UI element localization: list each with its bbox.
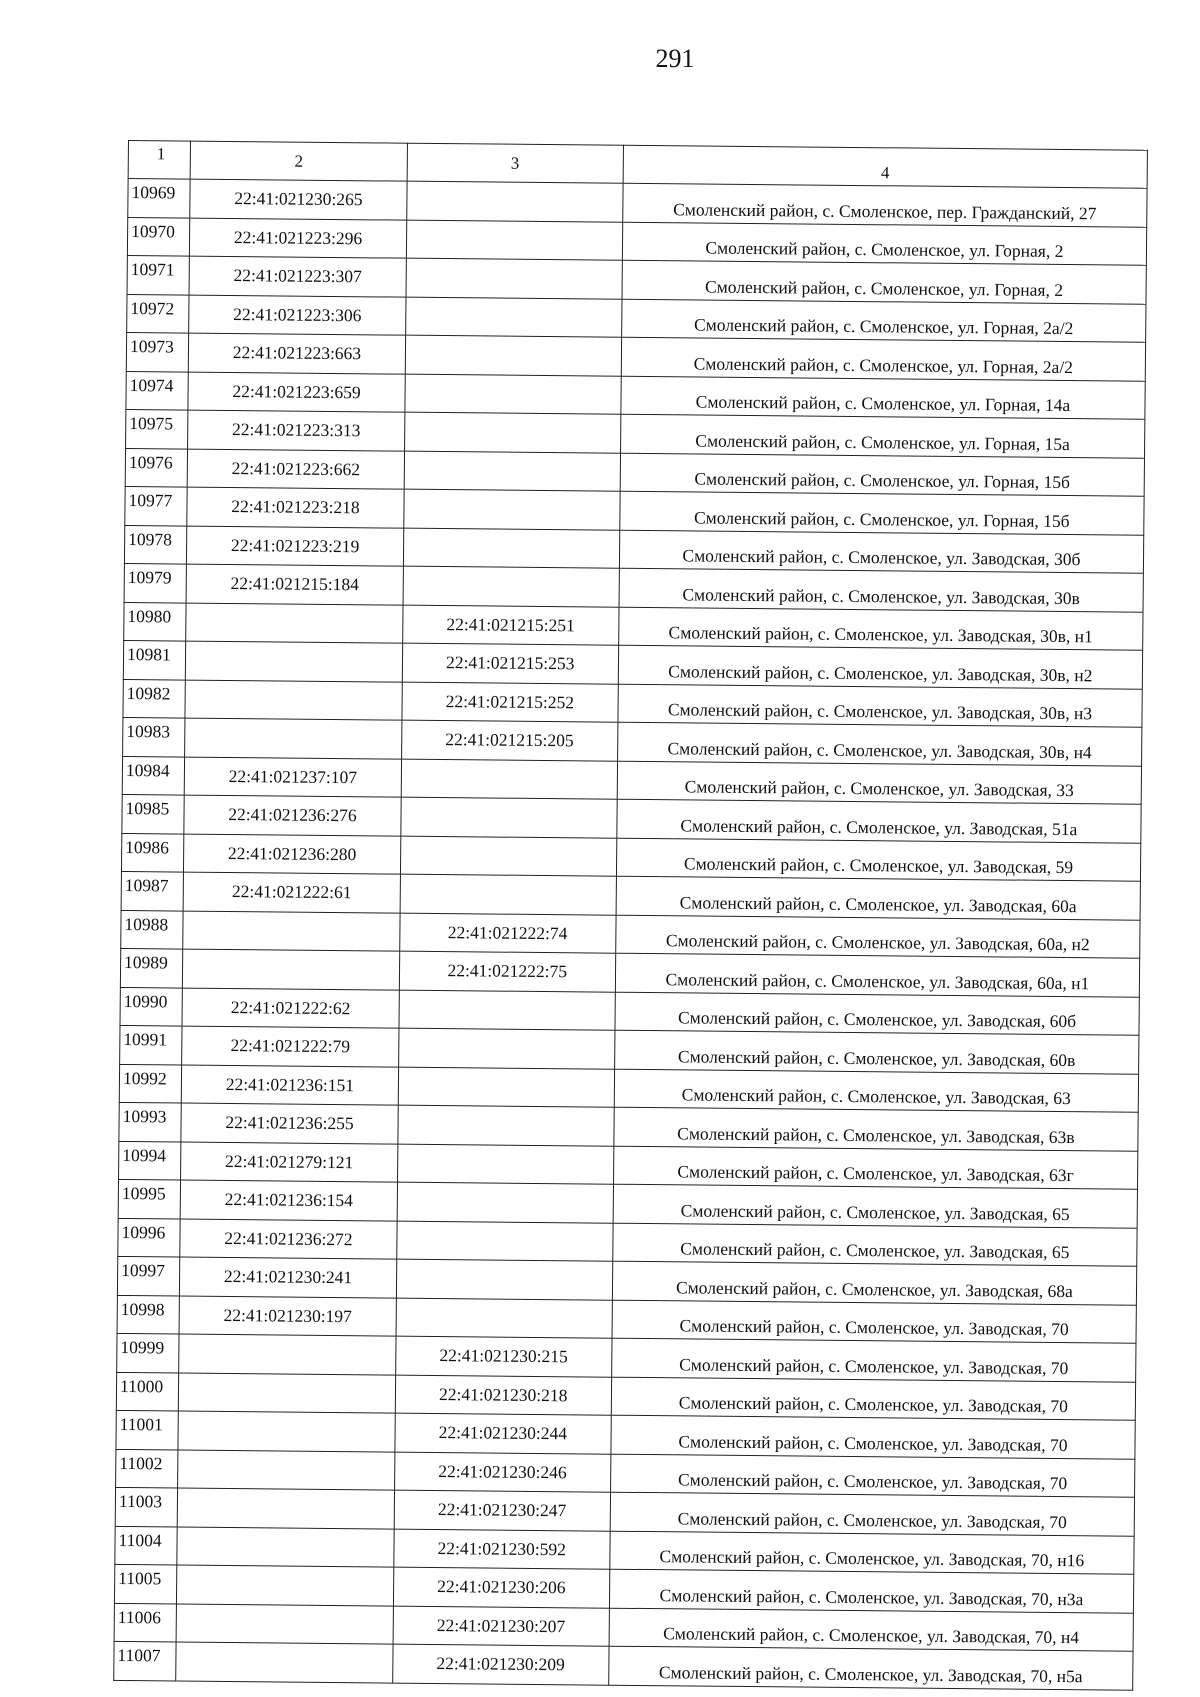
cadastral-number-cell-2 <box>397 1144 614 1185</box>
address-cell: Смоленский район, с. Смоленское, ул. Заводская, 70, н3а <box>609 1569 1133 1613</box>
address-cell: Смоленский район, с. Смоленское, ул. Горная, 2а/2 <box>621 337 1145 381</box>
cadastral-number-cell-2 <box>397 1182 614 1223</box>
cadastral-number-cell-2 <box>405 374 622 415</box>
address-cell: Смоленский район, с. Смоленское, ул. Заводская, 60а, н2 <box>616 915 1140 959</box>
address-cell: Смоленский район, с. Смоленское, ул. Заводская, 30в, н2 <box>618 645 1142 689</box>
address-cell: Смоленский район, с. Смоленское, ул. Заводская, 70 <box>611 1415 1135 1459</box>
cadastral-number-cell-2 <box>398 1105 615 1146</box>
cadastral-number-cell-2: 22:41:021215:205 <box>401 720 618 761</box>
cadastral-number-cell-2: 22:41:021215:251 <box>402 605 619 646</box>
row-number-cell: 10982 <box>123 679 186 718</box>
row-number-cell: 10995 <box>118 1179 181 1218</box>
cadastral-number-cell-2 <box>400 874 617 915</box>
cadastral-number-cell: 22:41:021223:313 <box>188 410 405 451</box>
registry-table <box>113 140 1148 1690</box>
column-header-1: 1 <box>128 141 191 180</box>
address-cell: Смоленский район, с. Смоленское, ул. Заводская, 60а <box>616 876 1140 920</box>
row-number-cell: 10996 <box>118 1218 181 1257</box>
address-cell: Смоленский район, с. Смоленское, ул. Заводская, 70, н16 <box>610 1531 1134 1575</box>
cadastral-number-cell-2: 22:41:021230:244 <box>395 1413 612 1454</box>
cadastral-number-cell: 22:41:021236:280 <box>184 834 401 875</box>
cadastral-number-cell: 22:41:021236:276 <box>184 795 401 836</box>
cadastral-number-cell-2: 22:41:021222:74 <box>399 913 616 954</box>
row-number-cell: 10979 <box>124 563 187 602</box>
row-number-cell: 10973 <box>126 332 189 371</box>
cadastral-number-cell: 22:41:021237:107 <box>185 757 402 798</box>
cadastral-number-cell: 22:41:021223:218 <box>187 487 404 528</box>
cadastral-number-cell <box>177 1565 394 1606</box>
address-cell: Смоленский район, с. Смоленское, ул. Заводская, 30в, н4 <box>617 722 1141 766</box>
cadastral-number-cell <box>183 911 400 952</box>
cadastral-number-cell <box>178 1450 395 1491</box>
cadastral-number-cell-2 <box>405 335 622 376</box>
row-number-cell: 11002 <box>116 1449 179 1488</box>
row-number-cell: 10980 <box>124 602 187 641</box>
cadastral-number-cell <box>185 680 402 721</box>
cadastral-number-cell: 22:41:021222:62 <box>182 988 399 1029</box>
cadastral-number-cell: 22:41:021236:151 <box>182 1065 399 1106</box>
address-cell: Смоленский район, с. Смоленское, ул. Заводская, 30в, н1 <box>619 607 1143 651</box>
address-cell: Смоленский район, с. Смоленское, ул. Заводская, 30в <box>619 568 1143 612</box>
cadastral-number-cell: 22:41:021223:296 <box>190 218 407 259</box>
address-cell: Смоленский район, с. Смоленское, ул. Заводская, 59 <box>616 838 1140 882</box>
address-cell: Смоленский район, с. Смоленское, ул. Заводская, 63г <box>613 1146 1137 1190</box>
cadastral-number-cell: 22:41:021230:197 <box>179 1296 396 1337</box>
cadastral-number-cell: 22:41:021236:272 <box>180 1219 397 1260</box>
cadastral-number-cell-2 <box>406 258 623 299</box>
cadastral-number-cell: 22:41:021230:241 <box>180 1257 397 1298</box>
cadastral-number-cell-2 <box>403 566 620 607</box>
address-cell: Смоленский район, с. Смоленское, ул. Заводская, 70, н4 <box>609 1608 1133 1652</box>
row-number-cell: 10985 <box>122 794 185 833</box>
cadastral-number-cell: 22:41:021223:219 <box>187 526 404 567</box>
row-number-cell: 10978 <box>124 525 187 564</box>
cadastral-number-cell-2 <box>398 1028 615 1069</box>
table-body <box>114 179 1147 1690</box>
row-number-cell: 10992 <box>119 1064 182 1103</box>
address-cell: Смоленский район, с. Смоленское, ул. Горная, 15б <box>620 491 1144 535</box>
row-number-cell: 10993 <box>119 1102 182 1141</box>
address-cell: Смоленский район, с. Смоленское, ул. Заводская, 70 <box>612 1338 1136 1382</box>
cadastral-number-cell-2 <box>403 528 620 569</box>
cadastral-number-cell: 22:41:021223:659 <box>188 372 405 413</box>
address-cell: Смоленский район, с. Смоленское, ул. Заводская, 70 <box>612 1300 1136 1344</box>
cadastral-number-cell-2 <box>403 489 620 530</box>
address-cell: Смоленский район, с. Смоленское, ул. Заводская, 60в <box>614 1030 1138 1074</box>
cadastral-number-cell-2: 22:41:021215:252 <box>402 682 619 723</box>
row-number-cell: 10975 <box>126 409 189 448</box>
row-number-cell: 10989 <box>120 948 183 987</box>
cadastral-number-cell <box>177 1527 394 1568</box>
page-number: 291 <box>655 44 695 73</box>
cadastral-number-cell-2: 22:41:021230:209 <box>392 1644 609 1685</box>
row-number-cell: 10986 <box>121 833 184 872</box>
cadastral-number-cell-2: 22:41:021230:207 <box>393 1606 610 1647</box>
address-cell: Смоленский район, с. Смоленское, ул. Горная, 2 <box>622 222 1146 266</box>
cadastral-number-cell: 22:41:021223:662 <box>188 449 405 490</box>
address-cell: Смоленский район, с. Смоленское, ул. Заводская, 30б <box>619 530 1143 574</box>
row-number-cell: 10984 <box>122 756 185 795</box>
row-number-cell: 11005 <box>114 1564 177 1603</box>
cadastral-number-cell: 22:41:021230:265 <box>190 179 407 220</box>
cadastral-number-cell-2 <box>405 297 622 338</box>
address-cell: Смоленский район, с. Смоленское, ул. Горная, 2 <box>622 260 1146 304</box>
cadastral-number-cell: 22:41:021279:121 <box>181 1142 398 1183</box>
row-number-cell: 10974 <box>126 371 189 410</box>
row-number-cell: 11007 <box>114 1641 177 1680</box>
cadastral-number-cell <box>186 641 403 682</box>
address-cell: Смоленский район, с. Смоленское, ул. Заводская, 70 <box>611 1377 1135 1421</box>
row-number-cell: 10969 <box>128 179 191 218</box>
cadastral-number-cell-2 <box>396 1221 613 1262</box>
cadastral-number-cell <box>179 1373 396 1414</box>
row-number-cell: 10997 <box>117 1256 180 1295</box>
address-cell: Смоленский район, с. Смоленское, ул. Заводская, 70 <box>610 1492 1134 1536</box>
address-cell: Смоленский район, с. Смоленское, ул. Заводская, 60б <box>615 992 1139 1036</box>
cadastral-number-cell <box>178 1488 395 1529</box>
cadastral-number-cell: 22:41:021215:184 <box>186 564 403 605</box>
cadastral-number-cell: 22:41:021222:61 <box>183 872 400 913</box>
cadastral-number-cell-2: 22:41:021230:592 <box>393 1529 610 1570</box>
address-cell: Смоленский район, с. Смоленское, ул. Горная, 14а <box>621 376 1145 420</box>
cadastral-number-cell-2 <box>401 759 618 800</box>
address-cell: Смоленский район, с. Смоленское, ул. Горная, 15б <box>620 453 1144 497</box>
address-cell: Смоленский район, с. Смоленское, ул. Заводская, 70 <box>610 1454 1134 1498</box>
cadastral-number-cell-2: 22:41:021215:253 <box>402 643 619 684</box>
row-number-cell: 11001 <box>116 1410 179 1449</box>
address-cell: Смоленский район, с. Смоленское, ул. Заводская, 65 <box>613 1184 1137 1228</box>
cadastral-number-cell-2 <box>399 990 616 1031</box>
row-number-cell: 10987 <box>121 871 184 910</box>
cadastral-number-cell-2 <box>398 1067 615 1108</box>
address-cell: Смоленский район, с. Смоленское, ул. Заводская, 63в <box>614 1107 1138 1151</box>
row-number-cell: 11003 <box>115 1487 178 1526</box>
address-cell: Смоленский район, с. Смоленское, ул. Заводская, 60а, н1 <box>615 953 1139 997</box>
cadastral-number-cell-2 <box>406 220 623 261</box>
column-header-2: 2 <box>190 141 407 181</box>
address-cell: Смоленский район, с. Смоленское, ул. Заводская, 33 <box>617 761 1141 805</box>
cadastral-number-cell: 22:41:021222:79 <box>182 1026 399 1067</box>
cadastral-number-cell-2: 22:41:021222:75 <box>399 951 616 992</box>
cadastral-number-cell-2 <box>404 412 621 453</box>
row-number-cell: 10983 <box>123 717 186 756</box>
row-number-cell: 10994 <box>119 1141 182 1180</box>
cadastral-number-cell: 22:41:021223:663 <box>189 333 406 374</box>
cadastral-number-cell <box>185 718 402 759</box>
cadastral-number-cell <box>183 949 400 990</box>
address-cell: Смоленский район, с. Смоленское, пер. Гражданский, 27 <box>623 183 1147 227</box>
row-number-cell: 10977 <box>125 486 188 525</box>
row-number-cell: 10998 <box>117 1295 180 1334</box>
row-number-cell: 11006 <box>114 1603 177 1642</box>
address-cell: Смоленский район, с. Смоленское, ул. Заводская, 51а <box>617 799 1141 843</box>
address-cell: Смоленский район, с. Смоленское, ул. Заводская, 68а <box>612 1261 1136 1305</box>
cadastral-number-cell: 22:41:021236:154 <box>181 1180 398 1221</box>
cadastral-number-cell-2: 22:41:021230:215 <box>395 1336 612 1377</box>
row-number-cell: 10999 <box>117 1333 180 1372</box>
cadastral-number-cell-2: 22:41:021230:218 <box>395 1375 612 1416</box>
address-cell: Смоленский район, с. Смоленское, ул. Заводская, 70, н5а <box>609 1646 1133 1690</box>
column-header-3: 3 <box>407 143 624 183</box>
cadastral-number-cell-2 <box>396 1298 613 1339</box>
cadastral-number-cell <box>186 603 403 644</box>
row-number-cell: 10976 <box>125 448 188 487</box>
cadastral-number-cell-2: 22:41:021230:206 <box>393 1567 610 1608</box>
cadastral-number-cell-2: 22:41:021230:247 <box>394 1490 611 1531</box>
address-cell: Смоленский район, с. Смоленское, ул. Заводская, 65 <box>613 1223 1137 1267</box>
cadastral-number-cell <box>176 1642 393 1683</box>
row-number-cell: 11004 <box>115 1526 178 1565</box>
cadastral-number-cell-2 <box>400 836 617 877</box>
cadastral-number-cell <box>176 1604 393 1645</box>
row-number-cell: 10970 <box>127 217 190 256</box>
address-cell: Смоленский район, с. Смоленское, ул. Горная, 15а <box>620 414 1144 458</box>
cadastral-number-cell <box>178 1411 395 1452</box>
cadastral-number-cell-2 <box>406 181 623 222</box>
row-number-cell: 10991 <box>120 1025 183 1064</box>
cadastral-number-cell-2: 22:41:021230:246 <box>394 1452 611 1493</box>
column-header-4: 4 <box>623 145 1147 188</box>
row-number-cell: 10988 <box>121 910 184 949</box>
cadastral-number-cell: 22:41:021223:306 <box>189 295 406 336</box>
cadastral-number-cell: 22:41:021223:307 <box>189 256 406 297</box>
row-number-cell: 10990 <box>120 987 183 1026</box>
address-cell: Смоленский район, с. Смоленское, ул. Заводская, 63 <box>614 1069 1138 1113</box>
row-number-cell: 10971 <box>127 255 190 294</box>
cadastral-number-cell: 22:41:021236:255 <box>181 1103 398 1144</box>
cadastral-number-cell-2 <box>396 1259 613 1300</box>
row-number-cell: 10981 <box>123 640 186 679</box>
cadastral-number-cell <box>179 1334 396 1375</box>
address-cell: Смоленский район, с. Смоленское, ул. Горная, 2а/2 <box>622 299 1146 343</box>
cadastral-number-cell-2 <box>400 797 617 838</box>
address-cell: Смоленский район, с. Смоленское, ул. Заводская, 30в, н3 <box>618 684 1142 728</box>
row-number-cell: 10972 <box>127 294 190 333</box>
row-number-cell: 11000 <box>116 1372 179 1411</box>
cadastral-number-cell-2 <box>404 451 621 492</box>
